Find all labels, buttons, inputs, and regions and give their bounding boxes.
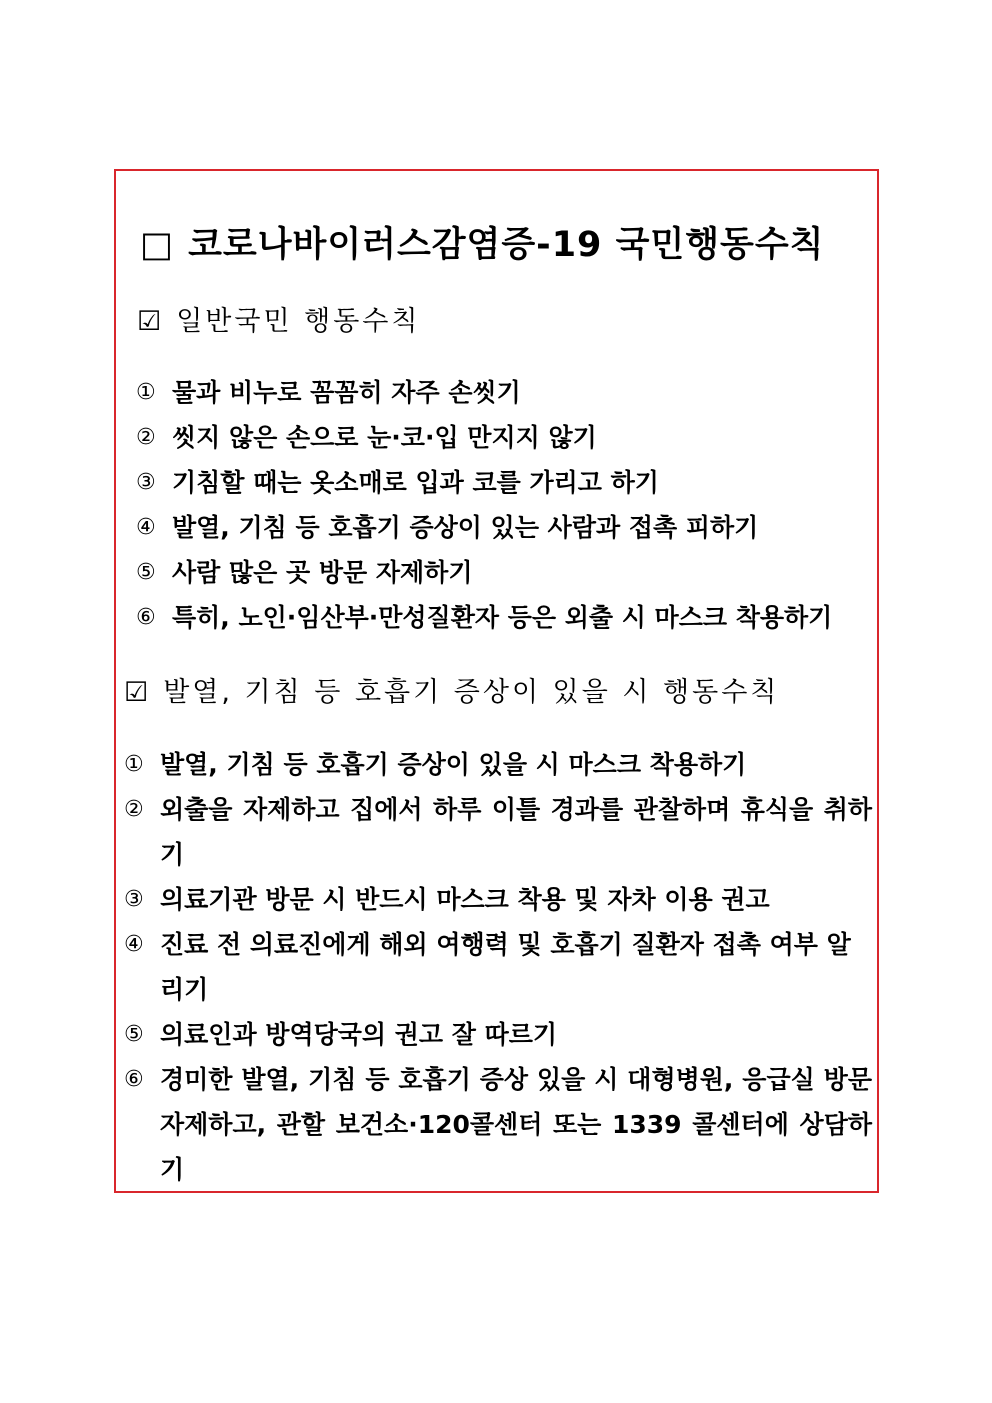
item-number: ④	[136, 515, 156, 540]
section-heading-text: 일반국민 행동수칙	[176, 306, 421, 337]
page-title	[140, 222, 824, 268]
item-number: ②	[124, 797, 144, 822]
item-text: 경미한 발열, 기침 등 호흡기 증상 있을 시 대형병원, 응급실 방문 자제하고, 관할 보건소·120콜센터 또는 1339 콜센터에 상담하기	[160, 1065, 872, 1184]
empty-checkbox-icon: □	[140, 225, 175, 265]
list-item	[136, 505, 876, 550]
item-number: ⑥	[124, 1067, 144, 1092]
item-text: 기침할 때는 옷소매로 입과 코를 가리고 하기	[172, 468, 659, 497]
list-item	[136, 460, 876, 505]
item-number: ③	[136, 470, 156, 495]
item-number: ②	[136, 425, 156, 450]
item-number: ⑤	[124, 1022, 144, 1047]
symptom-rules-list	[124, 742, 872, 1192]
list-item	[124, 787, 872, 877]
item-number: ①	[136, 380, 156, 405]
item-number: ④	[124, 932, 144, 957]
list-item	[136, 370, 876, 415]
item-text: 사람 많은 곳 방문 자제하기	[172, 558, 473, 587]
list-item	[124, 1057, 872, 1192]
checked-box-icon: ☑	[124, 677, 152, 708]
item-text: 의료기관 방문 시 반드시 마스크 착용 및 자차 이용 권고	[160, 885, 770, 914]
list-item	[136, 550, 876, 595]
list-item	[124, 742, 872, 787]
item-number: ①	[124, 752, 144, 777]
section-heading-general	[137, 304, 420, 340]
item-text: 발열, 기침 등 호흡기 증상이 있는 사람과 접촉 피하기	[172, 513, 759, 542]
item-text: 특히, 노인·임산부·만성질환자 등은 외출 시 마스크 착용하기	[172, 603, 833, 632]
section-heading-symptoms	[124, 675, 779, 711]
list-item	[124, 922, 872, 1012]
item-text: 씻지 않은 손으로 눈·코·입 만지지 않기	[172, 423, 597, 452]
item-number: ⑥	[136, 605, 156, 630]
list-item	[124, 877, 872, 922]
list-item	[136, 415, 876, 460]
item-number: ⑤	[136, 560, 156, 585]
item-text: 발열, 기침 등 호흡기 증상이 있을 시 마스크 착용하기	[160, 750, 747, 779]
item-number: ③	[124, 887, 144, 912]
item-text: 의료인과 방역당국의 권고 잘 따르기	[160, 1020, 558, 1049]
page-title-text: 코로나바이러스감염증-19 국민행동수칙	[188, 225, 825, 265]
general-rules-list	[136, 370, 876, 640]
item-text: 물과 비누로 꼼꼼히 자주 손씻기	[172, 378, 521, 407]
item-text: 진료 전 의료진에게 해외 여행력 및 호흡기 질환자 접촉 여부 알리기	[160, 930, 851, 1004]
item-text: 외출을 자제하고 집에서 하루 이틀 경과를 관찰하며 휴식을 취하기	[160, 795, 872, 869]
section-heading-text: 발열, 기침 등 호흡기 증상이 있을 시 행동수칙	[163, 677, 780, 708]
checked-box-icon: ☑	[137, 306, 165, 337]
list-item	[124, 1012, 872, 1057]
list-item	[136, 595, 876, 640]
